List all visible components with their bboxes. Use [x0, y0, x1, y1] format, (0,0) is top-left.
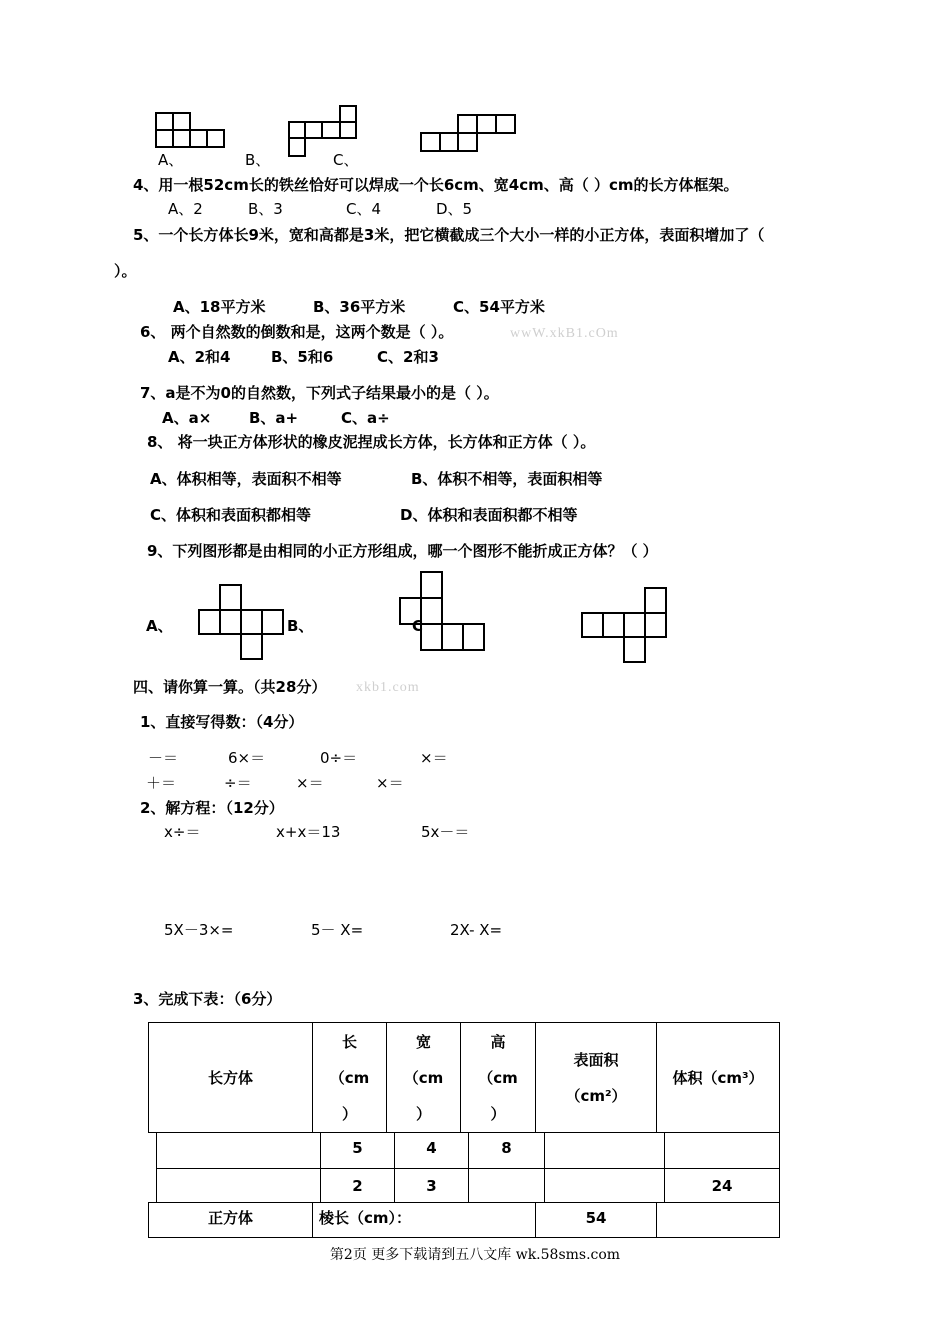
td-r2-area[interactable]	[544, 1168, 665, 1203]
th-volume: 体积（cm³）	[656, 1022, 780, 1133]
q9-figure-a	[197, 584, 287, 664]
q4-option-d: D、5	[436, 200, 473, 218]
q9-figure-c	[580, 587, 672, 665]
td-cube-label: 正方体	[148, 1202, 313, 1238]
td-r1-volume[interactable]	[664, 1132, 780, 1169]
equation-5: 5－ X=	[311, 921, 364, 939]
q9-option-a: A、	[146, 617, 173, 635]
th-cuboid: 长方体	[148, 1022, 313, 1133]
q9-figure-b	[399, 571, 489, 653]
q4-stem: 4、用一根52cm长的铁丝恰好可以焊成一个长6cm、宽4cm、高（ ）cm的长方体框架。	[133, 176, 739, 194]
q6-watermark: wwW.xkB1.cOm	[510, 326, 619, 341]
calc-2: 6×＝	[228, 749, 266, 767]
equation-4: 5X－3×=	[164, 921, 234, 939]
equation-6: 2X- X=	[450, 921, 503, 939]
td-r1-area[interactable]	[544, 1132, 665, 1169]
q6-option-a: A、2和4	[168, 348, 231, 366]
th-height: 高 （cm ）	[460, 1022, 536, 1133]
q6-option-c: C、2和3	[377, 348, 439, 366]
q8-stem: 8、 将一块正方体形状的橡皮泥捏成长方体，长方体和正方体（ ）。	[147, 433, 596, 451]
q8-option-b: B、体积不相等，表面积相等	[411, 470, 603, 488]
page-footer: 第2页 更多下载请到五八文库 wk.58sms.com	[329, 1247, 621, 1263]
q9-stem: 9、下列图形都是由相同的小正方形组成，哪一个图形不能折成正方体？（ ）	[147, 542, 658, 560]
q5-stem-continued: ）。	[114, 262, 137, 280]
q7-option-c: C、a÷	[341, 409, 390, 427]
q3-figure-a	[155, 112, 230, 152]
q8-option-c: C、体积和表面积都相等	[150, 506, 312, 524]
calc-6: ÷＝	[224, 774, 252, 792]
q7-stem: 7、a是不为0的自然数，下列式子结果最小的是（ ）。	[140, 384, 499, 402]
q3-option-a: A、	[158, 151, 184, 169]
td-r2-volume: 24	[664, 1168, 780, 1203]
q3-option-c: C、	[333, 151, 359, 169]
th-length: 长 （cm ）	[312, 1022, 387, 1133]
q5-option-b: B、36平方米	[313, 298, 406, 316]
q8-option-d: D、体积和表面积都不相等	[400, 506, 578, 524]
equation-3: 5x－＝	[421, 823, 470, 841]
td-r1-length: 5	[320, 1132, 395, 1169]
td-r2-label[interactable]	[156, 1168, 321, 1203]
td-r2-length: 2	[320, 1168, 395, 1203]
q9-option-c: C	[412, 617, 424, 635]
td-r1-label[interactable]	[156, 1132, 321, 1169]
q9-option-b: B、	[287, 617, 314, 635]
q4-option-a: A、2	[168, 200, 203, 218]
section4-title: 四、请你算一算。（共28分）	[133, 678, 327, 696]
q8-option-a: A、体积相等，表面积不相等	[150, 470, 342, 488]
equation-1: x÷＝	[164, 823, 201, 841]
q4-option-c: C、4	[346, 200, 382, 218]
q5-option-c: C、54平方米	[453, 298, 545, 316]
td-cube-volume[interactable]	[656, 1202, 780, 1238]
calc-5: ＋＝	[146, 774, 177, 792]
td-cube-edge: 棱长（cm）：	[312, 1202, 536, 1238]
part3-title: 3、完成下表：（6分）	[133, 990, 282, 1008]
q5-option-a: A、18平方米	[173, 298, 266, 316]
td-cube-area: 54	[535, 1202, 657, 1238]
part2-title: 2、解方程：（12分）	[140, 799, 284, 817]
q5-stem: 5、一个长方体长9米，宽和高都是3米，把它横截成三个大小一样的小正方体，表面积增加了（	[133, 226, 765, 244]
q7-option-b: B、a+	[249, 409, 299, 427]
q6-option-b: B、5和6	[271, 348, 334, 366]
td-r1-width: 4	[394, 1132, 469, 1169]
td-r2-height[interactable]	[468, 1168, 545, 1203]
td-r2-width: 3	[394, 1168, 469, 1203]
q3-option-b: B、	[245, 151, 271, 169]
equation-2: x+x＝13	[276, 823, 341, 841]
th-width: 宽 （cm ）	[386, 1022, 461, 1133]
q7-option-a: A、a×	[162, 409, 212, 427]
calc-8: ×＝	[376, 774, 404, 792]
calc-1: －＝	[148, 749, 179, 767]
q3-figure-c	[420, 114, 518, 154]
calc-7: ×＝	[296, 774, 324, 792]
calc-3: 0÷＝	[320, 749, 358, 767]
part1-title: 1、直接写得数：（4分）	[140, 713, 304, 731]
td-r1-height: 8	[468, 1132, 545, 1169]
calc-4: ×＝	[420, 749, 448, 767]
q6-stem: 6、 两个自然数的倒数和是，这两个数是（ ）。	[140, 323, 454, 341]
q4-option-b: B、3	[248, 200, 283, 218]
th-surface-area: 表面积 （cm²）	[535, 1022, 657, 1133]
section4-watermark: xkb1.com	[356, 680, 420, 695]
